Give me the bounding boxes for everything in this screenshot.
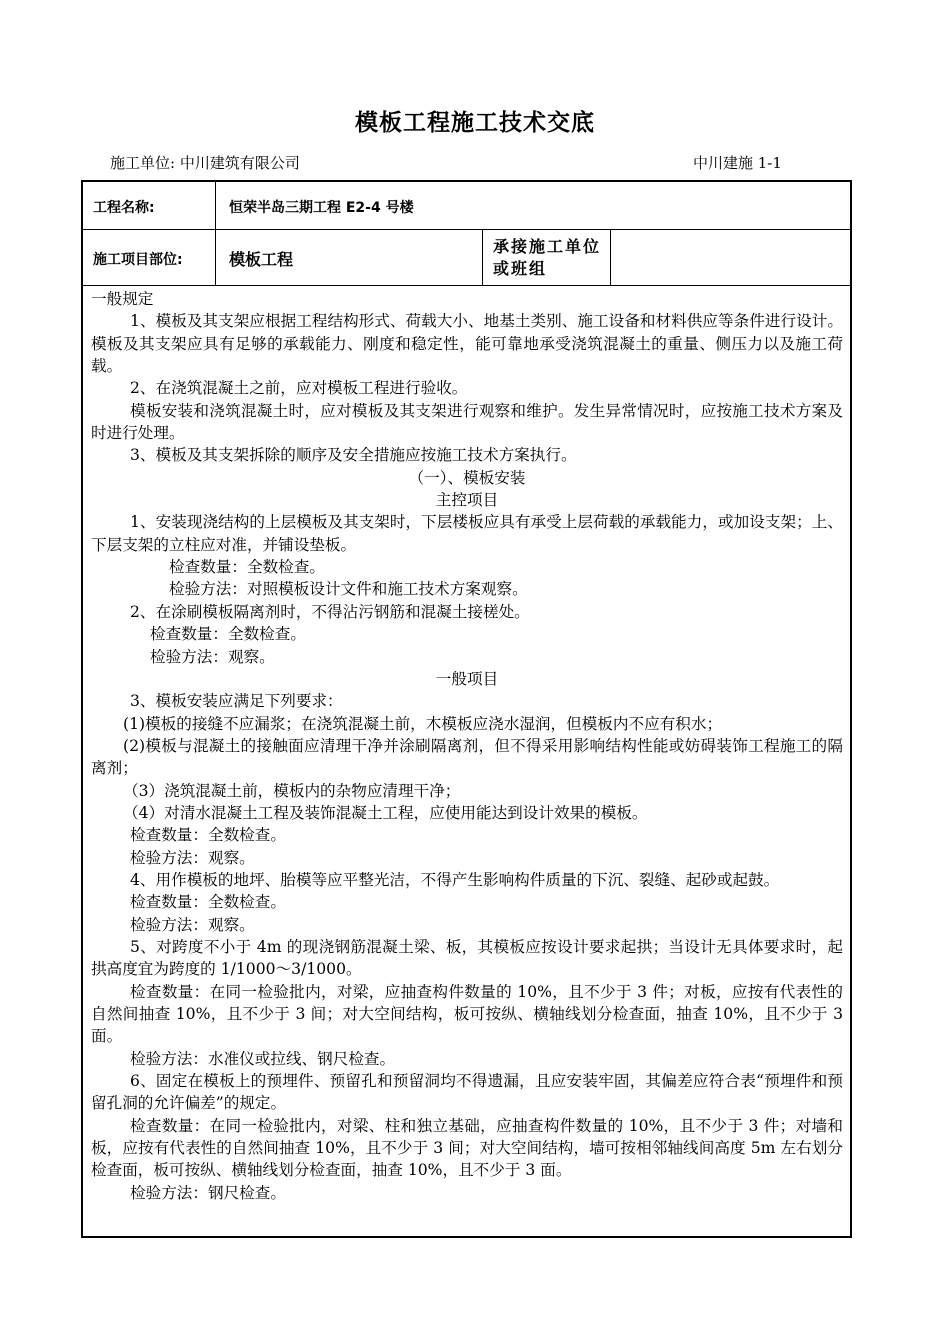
paragraph: 检验方法：水准仪或拉线、钢尺检查。: [130, 1049, 396, 1068]
disclosure-content: [91, 288, 843, 1204]
document-title: 模板工程施工技术交底: [355, 110, 595, 136]
paragraph: 1、安装现浇结构的上层模板及其支架时，下层楼板应具有承受上层荷载的承载能力，或加设支架；上、下层支架的立柱应对准，并铺设垫板。: [91, 513, 843, 554]
row-divider: [83, 285, 850, 286]
paragraph: 检验方法：观察。: [150, 647, 275, 666]
project-name-label: 工程名称:: [93, 200, 155, 216]
paragraph: 2、在涂刷模板隔离剂时，不得沾污钢筋和混凝土接槎处。: [130, 602, 530, 621]
paragraph: 3、模板及其支架拆除的顺序及安全措施应按施工技术方案执行。: [130, 446, 577, 465]
disclosure-table: [81, 180, 852, 1238]
project-part-label: 施工项目部位:: [93, 252, 183, 268]
receiver-label: 承接施工单位或班组: [493, 237, 602, 278]
paragraph: 5、对跨度不小于 4m 的现浇钢筋混凝土梁、板，其模板应按设计要求起拱；当设计无具体要求时，起拱高度宜为跨度的 1/1000～3/1000。: [91, 937, 843, 979]
project-name-value: 恒荣半岛三期工程 E2-4 号楼: [229, 200, 414, 216]
paragraph: 检查数量：全数检查。: [169, 558, 325, 577]
construction-unit: 施工单位: 中川建筑有限公司: [110, 154, 300, 172]
column-divider: [215, 182, 216, 285]
subsection-heading: 一般项目: [435, 669, 499, 688]
paragraph: 检查数量：全数检查。: [150, 625, 306, 644]
paragraph: 3、模板安装应满足下列要求：: [130, 692, 343, 711]
subsection-heading: 主控项目: [435, 491, 499, 510]
paragraph: （4）对清水混凝土工程及装饰混凝土工程，应使用能达到设计效果的模板。: [123, 803, 648, 822]
subsection-heading: （一）、模板安装: [408, 468, 526, 487]
paragraph: 检查数量：在同一检验批内，对梁，应抽查构件数量的 10%，且不少于 3 件；对板，应按有代表性的自然间抽查 10%，且不少于 3 间；对大空间结构，板可按纵、横轴线划分检查面，抽查 10%，且不少于 3 面。: [91, 982, 843, 1046]
paragraph: 检验方法：钢尺检查。: [130, 1183, 286, 1202]
form-code: 中川建施 1-1: [693, 154, 782, 172]
paragraph: （3）浇筑混凝土前，模板内的杂物应清理干净；: [123, 781, 461, 800]
paragraph: 6、固定在模板上的预埋件、预留孔和预留洞均不得遗漏，且应安装牢固，其偏差应符合表“预埋件和预留孔洞的允许偏差”的规定。: [91, 1072, 843, 1113]
section-heading: 一般规定: [91, 290, 154, 308]
paragraph: 检验方法：观察。: [130, 848, 255, 867]
paragraph: 检查数量：全数检查。: [130, 893, 286, 912]
paragraph: 1、模板及其支架应根据工程结构形式、荷载大小、地基土类别、施工设备和材料供应等条件进行设计。模板及其支架应具有足够的承载能力、刚度和稳定性，能可靠地承受浇筑混凝土的重量、侧压力以及施工荷载。: [91, 312, 843, 376]
paragraph: 检查数量：全数检查。: [130, 826, 286, 845]
column-divider: [482, 229, 483, 285]
row-divider: [83, 229, 850, 230]
project-part-value: 模板工程: [229, 250, 294, 269]
paragraph: 2、在浇筑混凝土之前，应对模板工程进行验收。: [130, 379, 468, 398]
paragraph: 4、用作模板的地坪、胎模等应平整光洁，不得产生影响构件质量的下沉、裂缝、起砂或起鼓。: [130, 870, 780, 889]
paragraph: 模板安装和浇筑混凝土时，应对模板及其支架进行观察和维护。发生异常情况时，应按施工技术方案及时进行处理。: [91, 401, 843, 443]
paragraph: 检查数量：在同一检验批内，对梁、柱和独立基础，应抽查构件数量的 10%，且不少于 3 件；对墙和板，应按有代表性的自然间抽查 10%，且不少于 3 间；对大空间结构，墙可按相邻轴线间高度 5m 左右划分检查面，板可按纵、横轴线划分检查面，抽查 10%，且不少于 3 面。: [91, 1116, 843, 1180]
paragraph: (1)模板的接缝不应漏浆；在浇筑混凝土前，木模板应浇水湿润，但模板内不应有积水；: [123, 714, 723, 733]
column-divider: [610, 229, 611, 285]
paragraph: 检验方法：观察。: [130, 915, 255, 934]
paragraph: (2)模板与混凝土的接触面应清理干净并涂刷隔离剂，但不得采用影响结构性能或妨碍装饰工程施工的隔离剂；: [91, 736, 843, 778]
paragraph: 检验方法：对照模板设计文件和施工技术方案观察。: [169, 580, 528, 599]
